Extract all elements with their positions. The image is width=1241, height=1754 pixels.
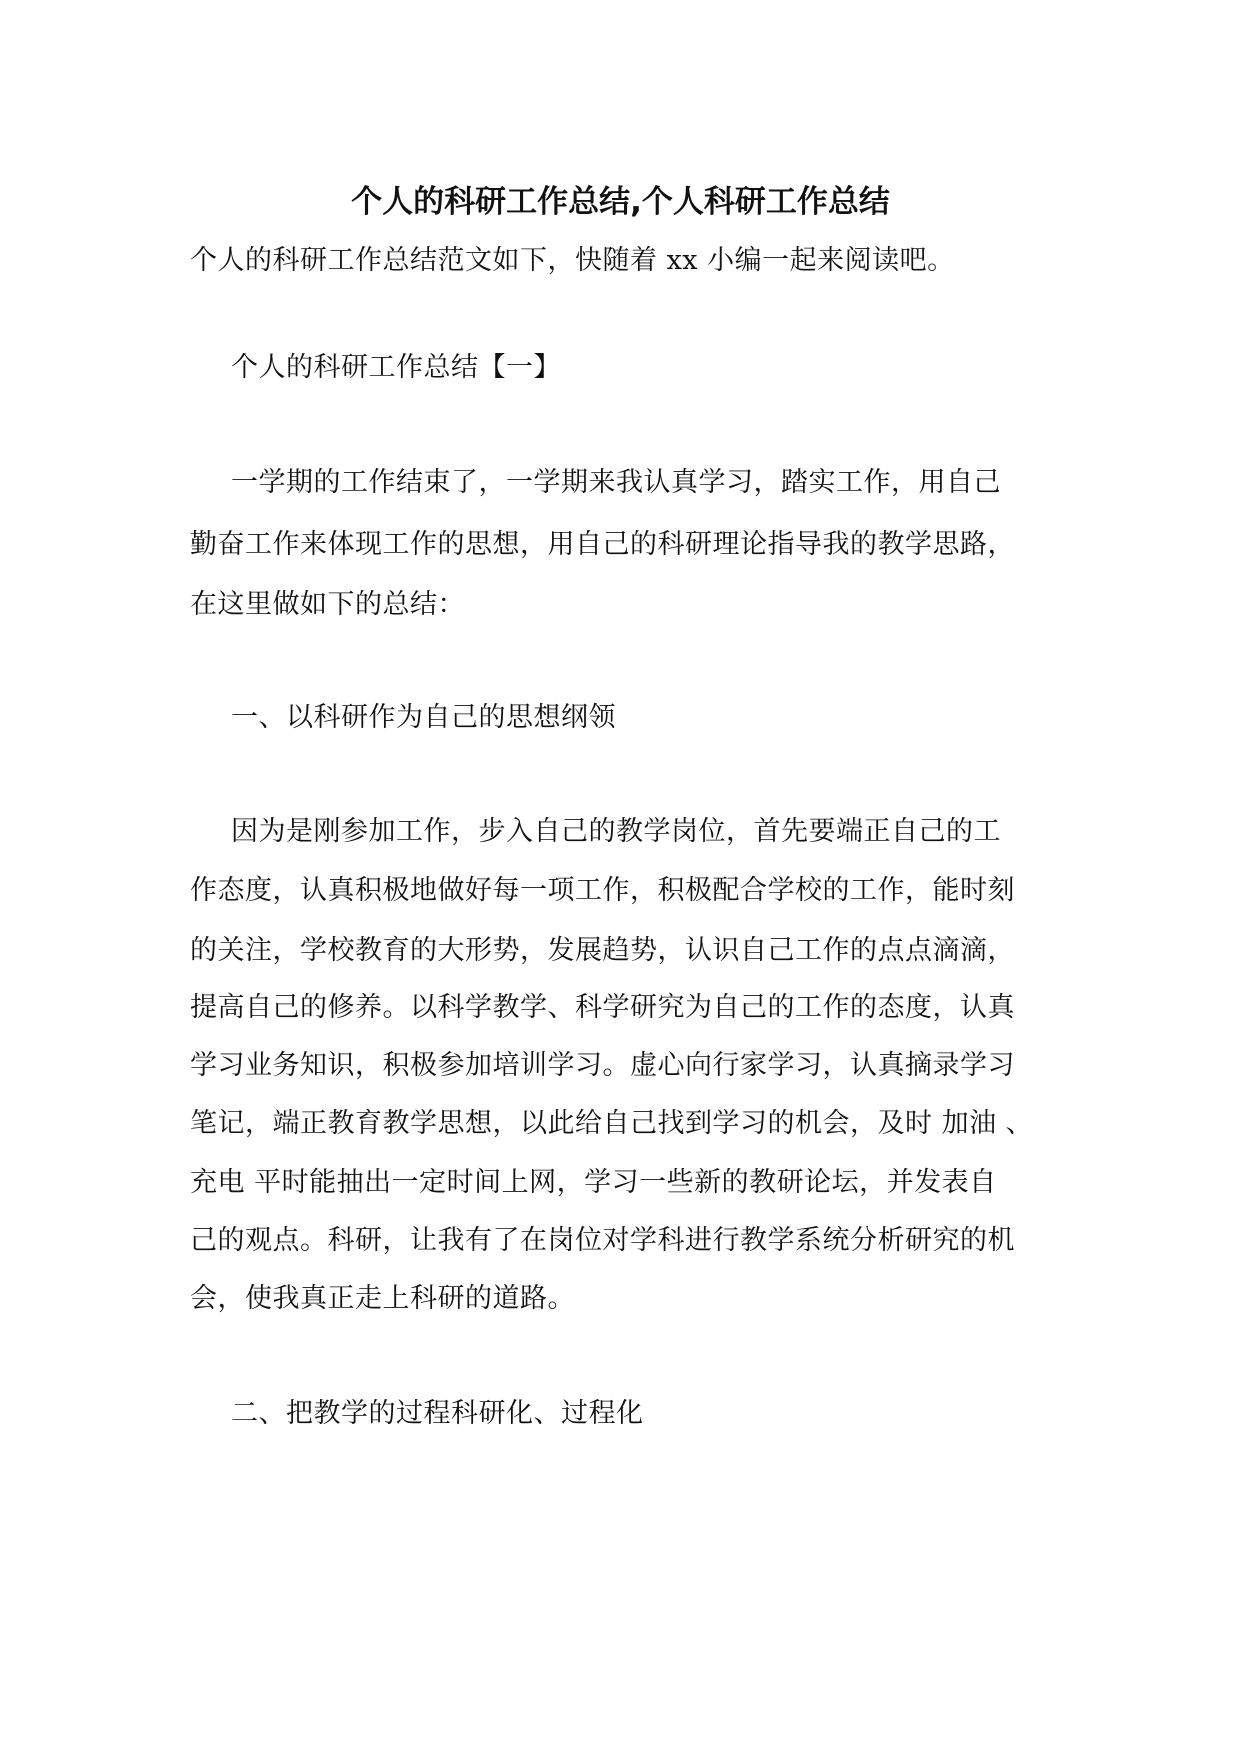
paragraph1-line-1: 一学期的工作结束了，一学期来我认真学习，踏实工作，用自己 bbox=[231, 467, 1001, 498]
paragraph1-line-3: 在这里做如下的总结： bbox=[190, 589, 465, 620]
document-title: 个人的科研工作总结,个人科研工作总结 bbox=[351, 184, 890, 220]
paragraph2-line-3: 的关注，学校教育的大形势，发展趋势，认识自己工作的点点滴滴， bbox=[190, 935, 1015, 966]
paragraph2-line-9: 会，使我真正走上科研的道路。 bbox=[190, 1283, 575, 1314]
section-heading: 个人的科研工作总结【一】 bbox=[231, 352, 561, 383]
paragraph2-line-8: 己的观点。科研，让我有了在岗位对学科进行教学系统分析研究的机 bbox=[190, 1225, 1015, 1256]
paragraph2-line-5: 学习业务知识，积极参加培训学习。虚心向行家学习，认真摘录学习 bbox=[190, 1050, 1015, 1081]
paragraph2-line-6: 笔记，端正教育教学思想，以此给自己找到学习的机会，及时 加油 、 bbox=[190, 1108, 1034, 1139]
paragraph2-line-1: 因为是刚参加工作，步入自己的教学岗位，首先要端正自己的工 bbox=[231, 816, 1001, 847]
heading-one: 一、以科研作为自己的思想纲领 bbox=[231, 702, 616, 733]
intro-line: 个人的科研工作总结范文如下，快随着 xx 小编一起来阅读吧。 bbox=[190, 245, 955, 276]
paragraph2-line-7: 充电 平时能抽出一定时间上网，学习一些新的教研论坛，并发表自 bbox=[190, 1167, 997, 1198]
heading-two: 二、把教学的过程科研化、过程化 bbox=[231, 1398, 644, 1429]
paragraph1-line-2: 勤奋工作来体现工作的思想，用自己的科研理论指导我的教学思路， bbox=[190, 529, 1015, 560]
paragraph2-line-4: 提高自己的修养。以科学教学、科学研究为自己的工作的态度，认真 bbox=[190, 992, 1015, 1023]
paragraph2-line-2: 作态度，认真积极地做好每一项工作，积极配合学校的工作，能时刻 bbox=[190, 875, 1015, 906]
